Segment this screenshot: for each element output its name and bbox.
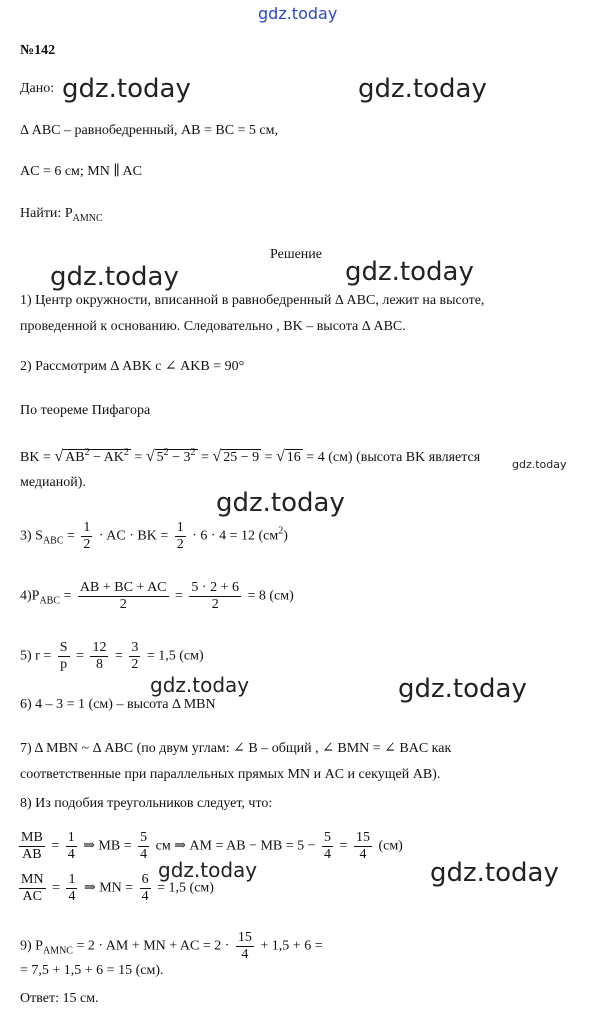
find-label: Найти: P [20, 206, 73, 221]
sqrt-sign: √ [212, 448, 222, 465]
fraction: $\frac{S}{p}$ [59, 640, 68, 672]
watermark: gdz.today [345, 257, 474, 287]
fraction: $\frac{6}{4}$ [141, 872, 149, 904]
given-line-2: AC = 6 см; MN ∥ AC [20, 164, 143, 179]
watermark: gdz.today [158, 858, 258, 882]
find-line [20, 205, 103, 228]
step7-line2: соответственные при параллельных прямых MN и AC и секущей AB). [20, 767, 441, 782]
fraction: $\frac{5}{4}$ [324, 830, 332, 862]
step2: 2) Рассмотрим Δ ABK с ∠ AKB = 90° [20, 359, 245, 374]
fraction: $\frac{1}{4}$ [68, 872, 76, 904]
given-label: Дано: [20, 81, 55, 96]
step8-text: 8) Из подобия треугольников следует, что: [20, 796, 273, 811]
watermark: gdz.today [150, 673, 250, 697]
watermark-top: gdz.today [258, 4, 338, 23]
watermark: gdz.today [50, 262, 179, 292]
step1-line2: проведенной к основанию. Следовательно , BK – высота Δ ABC. [20, 319, 406, 334]
sqrt-3: 25 − 9 [223, 450, 260, 465]
sqrt-4: 16 [286, 450, 301, 465]
fraction: $\frac{3}{2}$ [131, 640, 139, 672]
step6: 6) 4 – 3 = 1 (см) – высота Δ MBN [20, 697, 216, 712]
step9-line2: = 7,5 + 1,5 + 6 = 15 (см). [20, 963, 164, 978]
bk-formula: BK = √ $AB^2 - AK^2$ = √ $5^2 - 3^2$ = √ 25 − 9 = √ 16 = 4 (см) (высота BK является [20, 447, 481, 465]
watermark: gdz.today [430, 858, 559, 888]
solution-title: Решение [270, 247, 323, 262]
fraction: $\frac{15}{4}$ [355, 830, 370, 862]
fraction: $\frac{1}{2}$ [83, 520, 91, 552]
fraction: $\frac{15}{4}$ [237, 930, 252, 962]
fraction: $\frac{MB}{AB}$ [21, 830, 43, 862]
watermark: gdz.today [398, 674, 527, 704]
answer: Ответ: 15 см. [20, 991, 99, 1006]
watermark: gdz.today [62, 74, 191, 104]
bk-line2: медианой). [20, 475, 86, 490]
step9-formula: 9) $P_{AMNC} = 2$ · AM + MN + AC = 2 · $\frac{15}{4}$ + 1,5 + 6 = [20, 930, 323, 962]
given-line-1: Δ ABC – равнобедренный, AB = BC = 5 см, [20, 123, 279, 138]
s-abc-formula: 3) $S_{ABC}$ = $\frac{1}{2}$ · AC · BK = $\frac{1}{2}$ · 6 · 4 = 12 $(см^2)$ [20, 520, 288, 552]
find-subscript: AMNC [72, 213, 103, 224]
step7-line1: 7) Δ MBN ~ Δ ABC (по двум углам: ∠ B – общий , ∠ BMN = ∠ BAC как [20, 741, 452, 756]
p-abc-formula: $4)P_{ABC}$ = $\frac{AB + BC + AC}{2}$ = $\frac{5 \cdot 2 + 6}{2}$ = 8 (см) [20, 580, 294, 612]
fraction: $\frac{12}{8}$ [92, 640, 107, 672]
fraction: $\frac{AB + BC + AC}{2}$ [79, 580, 167, 612]
watermark: gdz.today [358, 74, 487, 104]
step8-formula2: $\frac{MN}{AC}$ = $\frac{1}{4}$ ⇒ MN = $\frac{6}{4}$ = 1,5 (см) [21, 872, 214, 904]
bk-tail: = 4 (см) (высота BK является [306, 450, 481, 465]
fraction: $\frac{MN}{AC}$ [21, 872, 44, 904]
sqrt-sign: √ [145, 448, 155, 465]
step8-formula1: $\frac{MB}{AB}$ = $\frac{1}{4}$ ⇒ MB = $\frac{5}{4}$ см ⇒ AM = AB − MB = 5 − $\frac{5}{4}$ = $\frac{15}{4}$ (см) [21, 830, 403, 862]
sqrt-sign: √ [276, 448, 285, 465]
r-formula: 5) r = $\frac{S}{p}$ = $\frac{12}{8}$ = $\frac{3}{2}$ = 1,5 (см) [20, 640, 204, 672]
sqrt-sign: √ [54, 448, 64, 465]
fraction: $\frac{5 \cdot 2 + 6}{2}$ [191, 580, 239, 612]
pythagoras-text: По теореме Пифагора [20, 403, 151, 418]
watermark-small: gdz.today [512, 458, 567, 471]
step1-line1: 1) Центр окружности, вписанной в равнобедренный Δ ABC, лежит на высоте, [20, 293, 485, 308]
problem-number: №142 [20, 43, 56, 58]
fraction: $\frac{5}{4}$ [140, 830, 148, 862]
watermark: gdz.today [216, 488, 345, 518]
sqrt-2: $5^2 - 3^2$ [156, 447, 196, 465]
sqrt-1: $AB^2 - AK^2$ [65, 447, 129, 465]
fraction: $\frac{1}{4}$ [67, 830, 75, 862]
fraction: $\frac{1}{2}$ [176, 520, 184, 552]
bk-lhs: BK = [20, 450, 51, 465]
